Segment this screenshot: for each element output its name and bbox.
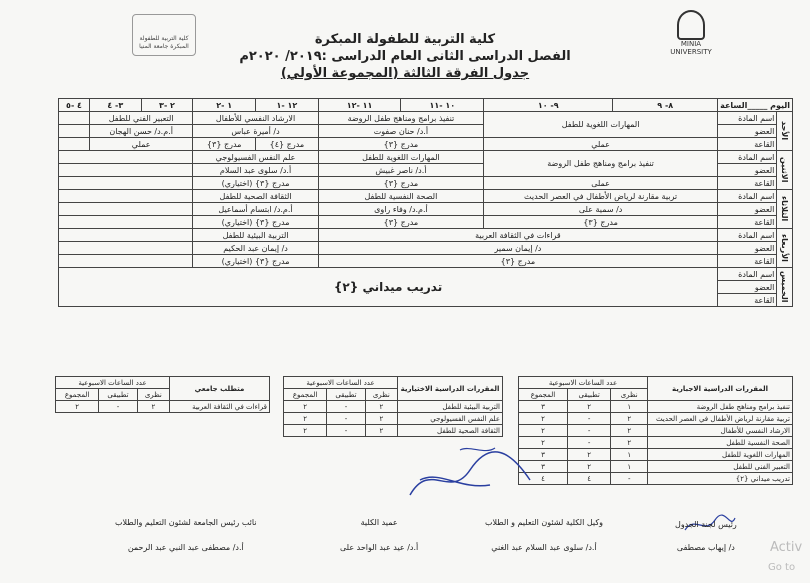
table-row: [519, 425, 793, 437]
table-row: [519, 449, 793, 461]
university-requirement-table: [55, 376, 270, 413]
document-header: [0, 14, 810, 81]
table-row: [284, 401, 503, 413]
table-cell: ٣: [519, 461, 568, 473]
column-header: نظرى: [611, 389, 648, 401]
signatory-title: رئيس لجنة الجدول: [675, 520, 737, 529]
time-slot: ٣- ٤: [89, 99, 141, 112]
table-cell: -: [567, 437, 611, 449]
row-label: العضو: [718, 203, 777, 216]
day-monday: الاثنين: [777, 151, 793, 190]
table-row: [59, 190, 793, 203]
table-cell: ٢: [567, 401, 611, 413]
table-row: [59, 203, 793, 216]
schedule-cell: [59, 255, 193, 268]
table-row: [59, 138, 793, 151]
signatory-name: أ.د/ سلوى عبد السلام عبد الغني: [491, 543, 597, 552]
column-header: تطبيقى: [567, 389, 611, 401]
column-header: نظرى: [365, 389, 397, 401]
course-name: التربية البيئية للطفل: [398, 401, 503, 413]
schedule-cell: أ.م.د/ ابتسام أسماعيل: [193, 203, 318, 216]
schedule-cell: مدرج {٤}: [256, 138, 319, 151]
table-cell: ٢: [611, 437, 648, 449]
schedule-cell: د/ سمية على: [484, 203, 718, 216]
row-label: القاعة: [718, 138, 777, 151]
table-cell: ٢: [365, 413, 397, 425]
document-title: جدول الفرقة الثالثة (المجموعة الأولي): [280, 66, 530, 81]
schedule-cell: [59, 138, 90, 151]
semester-line: الفصل الدراسى الثانى العام الدراسى :٢٠١٩/ ٢٠٢٠م: [239, 49, 571, 64]
university-logo-text: MINIA UNIVERSITY: [670, 40, 712, 56]
table-cell: ٢: [284, 401, 327, 413]
table-cell: -: [611, 473, 648, 485]
schedule-cell: [59, 177, 193, 190]
course-name: الارشاد النفسي للأطفال: [648, 425, 793, 437]
schedule-cell: د/ أميرة عباس: [193, 125, 318, 138]
schedule-header-row: [59, 99, 793, 112]
signatory-title: عميد الكلية: [360, 518, 398, 527]
table-cell: -: [99, 401, 138, 413]
column-header: نظرى: [137, 389, 169, 401]
schedule-cell: أ.د/ سلوى عبد السلام: [193, 164, 318, 177]
table-row: [56, 401, 270, 413]
day-thursday: الخميس: [777, 268, 793, 307]
schedule-cell: [59, 190, 193, 203]
schedule-cell: [59, 151, 193, 164]
table-cell: ١: [611, 449, 648, 461]
schedule-cell: تنفيذ برامج ومناهج طفل الروضة: [318, 112, 483, 125]
schedule-cell: [59, 203, 193, 216]
schedule-cell: [59, 216, 193, 229]
field-training-cell: تدريب ميداني {٢}: [59, 268, 718, 307]
schedule-cell: عملي: [484, 138, 718, 151]
table-cell: ٢: [137, 401, 169, 413]
time-slot: ١٠ -١١: [401, 99, 484, 112]
schedule-cell: الصحة النفسية للطفل: [318, 190, 483, 203]
table-cell: ٢: [611, 425, 648, 437]
schedule-cell: مدرج {٣}: [193, 138, 256, 151]
table-row: [284, 425, 503, 437]
course-name: تنفيذ برامج ومناهج طفل الروضة: [648, 401, 793, 413]
schedule-cell: عملي: [89, 138, 192, 151]
schedule-cell: [59, 125, 90, 138]
row-label: القاعة: [718, 294, 777, 307]
schedule-cell: الثقافة الصحية للطفل: [193, 190, 318, 203]
course-name: قراءات في الثقافة العربية: [170, 401, 270, 413]
activation-watermark-sub: Go to: [768, 562, 796, 573]
column-header: المجموع: [519, 389, 568, 401]
table-cell: ١: [611, 461, 648, 473]
table-cell: -: [567, 425, 611, 437]
table-cell: ٢: [519, 413, 568, 425]
table-cell: ٢: [519, 425, 568, 437]
table-cell: ٢: [365, 401, 397, 413]
row-label: اسم المادة: [718, 229, 777, 242]
schedule-cell: مدرج {٣} (اختياري): [193, 216, 318, 229]
time-slot: ٤ -٥: [59, 99, 90, 112]
course-name: علم النفس الفسيولوجي: [398, 413, 503, 425]
course-name: تربية مقارنة لرياض الأطفال في العصر الحديث: [648, 413, 793, 425]
column-header: المجموع: [56, 389, 99, 401]
row-label: اسم المادة: [718, 268, 777, 281]
day-wednesday: الأربعاء: [777, 229, 793, 268]
table-cell: ٢: [56, 401, 99, 413]
table-cell: ٢: [284, 425, 327, 437]
table-cell: ٤: [519, 473, 568, 485]
column-header: المجموع: [284, 389, 327, 401]
course-name: تدريب ميداني {٢}: [648, 473, 793, 485]
row-label: العضو: [718, 281, 777, 294]
table-header: عدد الساعات الاسبوعية: [56, 377, 170, 389]
schedule-cell: التربية البيئية للطفل: [193, 229, 318, 242]
table-row: [519, 377, 793, 389]
schedule-cell: د/ إيمان عبد الحكيم: [193, 242, 318, 255]
schedule-cell: المهارات اللغوية للطفل: [484, 112, 718, 138]
course-name: الصحة النفسية للطفل: [648, 437, 793, 449]
table-cell: ٢: [365, 425, 397, 437]
table-row: [59, 151, 793, 164]
table-row: [59, 268, 793, 281]
corner-cell: اليوم _____الساعة: [718, 99, 793, 112]
table-header: المقررات الدراسية الاختيارية: [398, 377, 503, 401]
schedule-cell: التعبير الفني للطفل: [89, 112, 192, 125]
signature-block: [340, 518, 418, 552]
college-logo-text: كلية التربية للطفولة المبكرة جامعة المنيا: [139, 35, 189, 50]
row-label: اسم المادة: [718, 112, 777, 125]
schedule-cell: مدرج {٣} (اختياري): [193, 255, 318, 268]
course-name: التعبير الفنى للطفل: [648, 461, 793, 473]
table-row: [519, 473, 793, 485]
schedule-cell: مدرج {٣}: [318, 255, 717, 268]
signatory-name: د/ إيهاب مصطفى: [676, 543, 735, 552]
schedule-cell: تربية مقارنة لرياض الأطفال في العصر الحديث: [484, 190, 718, 203]
table-cell: -: [567, 413, 611, 425]
signature-block: [115, 518, 257, 552]
signature-block: [485, 518, 603, 552]
mandatory-courses-table: [518, 376, 793, 485]
table-row: [519, 413, 793, 425]
schedule-cell: [59, 242, 193, 255]
table-cell: ٣: [519, 449, 568, 461]
schedule-cell: [59, 229, 193, 242]
table-cell: ٤: [567, 473, 611, 485]
table-cell: ٢: [519, 437, 568, 449]
schedule-cell: [59, 164, 193, 177]
row-label: اسم المادة: [718, 190, 777, 203]
signatory-name: أ.د/ مصطفى عبد النبي عبد الرحمن: [127, 543, 244, 552]
course-name: المهارات اللغوية للطفل: [648, 449, 793, 461]
table-row: [59, 216, 793, 229]
table-row: [59, 177, 793, 190]
table-cell: ٢: [284, 413, 327, 425]
schedule-cell: مدرج {٣}: [484, 216, 718, 229]
table-row: [519, 437, 793, 449]
signatory-title: نائب رئيس الجامعة لشئون التعليم والطلاب: [115, 518, 257, 527]
table-cell: -: [327, 425, 366, 437]
table-cell: ٢: [611, 413, 648, 425]
day-tuesday: الثلاثاء: [777, 190, 793, 229]
activation-watermark: Activ: [770, 540, 803, 555]
schedule-cell: الارشاد النفسي للأطفال: [193, 112, 318, 125]
schedule-cell: أ.م.د/ حسن الهجان: [89, 125, 192, 138]
time-slot: ١١ -١٢: [318, 99, 401, 112]
table-cell: -: [327, 401, 366, 413]
table-row: [519, 461, 793, 473]
column-header: تطبيقى: [327, 389, 366, 401]
schedule-cell: مدرج {٣}: [318, 216, 483, 229]
row-label: اسم المادة: [718, 151, 777, 164]
schedule-cell: [59, 112, 90, 125]
schedule-cell: مدرج {٣}: [318, 138, 483, 151]
table-row: [59, 112, 793, 125]
table-cell: ٢: [567, 449, 611, 461]
schedule-cell: المهارات اللغوية للطفل: [318, 151, 483, 164]
schedule-cell: مدرج {٣}: [318, 177, 483, 190]
row-label: القاعة: [718, 177, 777, 190]
schedule-cell: أ.د/ ناصر غبيش: [318, 164, 483, 177]
row-label: القاعة: [718, 255, 777, 268]
time-slot: ٨- ٩: [613, 99, 718, 112]
time-slot: ٩- ١٠: [484, 99, 613, 112]
table-header: متطلب جامعي: [170, 377, 270, 401]
time-slot: ١٢ -١: [256, 99, 319, 112]
table-row: [56, 377, 270, 389]
schedule-cell: أ.م.د/ وفاء راوى: [318, 203, 483, 216]
table-header: المقررات الدراسية الاجبارية: [648, 377, 793, 401]
table-cell: ٢: [567, 461, 611, 473]
table-row: [519, 401, 793, 413]
schedule-cell: مدرج {٣} (اختياري): [193, 177, 318, 190]
time-slot: ٢ -٣: [141, 99, 193, 112]
schedule-cell: عملى: [484, 177, 718, 190]
table-row: [284, 413, 503, 425]
table-row: [59, 229, 793, 242]
table-cell: ٣: [519, 401, 568, 413]
schedule-cell: تنفيذ برامج ومناهج طفل الروضة: [484, 151, 718, 177]
table-row: [59, 242, 793, 255]
table-header: عدد الساعات الاسبوعية: [519, 377, 648, 389]
schedule-cell: قراءات في الثقافة العربية: [318, 229, 717, 242]
row-label: العضو: [718, 164, 777, 177]
row-label: العضو: [718, 125, 777, 138]
row-label: العضو: [718, 242, 777, 255]
handwritten-signature: [400, 440, 540, 510]
day-sunday: الأحد: [777, 112, 793, 151]
table-header: عدد الساعات الاسبوعية: [284, 377, 398, 389]
signatory-name: أ.د/ عيد عبد الواحد على: [340, 543, 419, 552]
table-row: [59, 255, 793, 268]
table-row: [284, 377, 503, 389]
schedule-table: [58, 98, 793, 307]
table-cell: -: [327, 413, 366, 425]
elective-courses-table: [283, 376, 503, 437]
column-header: تطبيقى: [99, 389, 138, 401]
course-name: الثقافة الصحية للطفل: [398, 425, 503, 437]
schedule-cell: أ.د/ حنان صفوت: [318, 125, 483, 138]
signatory-title: وكيل الكلية لشئون التعليم و الطلاب: [485, 518, 603, 527]
signature-block: [675, 520, 737, 552]
schedule-cell: علم النفس الفسيولوجي: [193, 151, 318, 164]
time-slot: ١ -٢: [193, 99, 256, 112]
college-name: كلية التربية للطفولة المبكرة: [314, 32, 496, 47]
table-cell: ١: [611, 401, 648, 413]
schedule-cell: د/ إيمان سمير: [318, 242, 717, 255]
row-label: القاعة: [718, 216, 777, 229]
